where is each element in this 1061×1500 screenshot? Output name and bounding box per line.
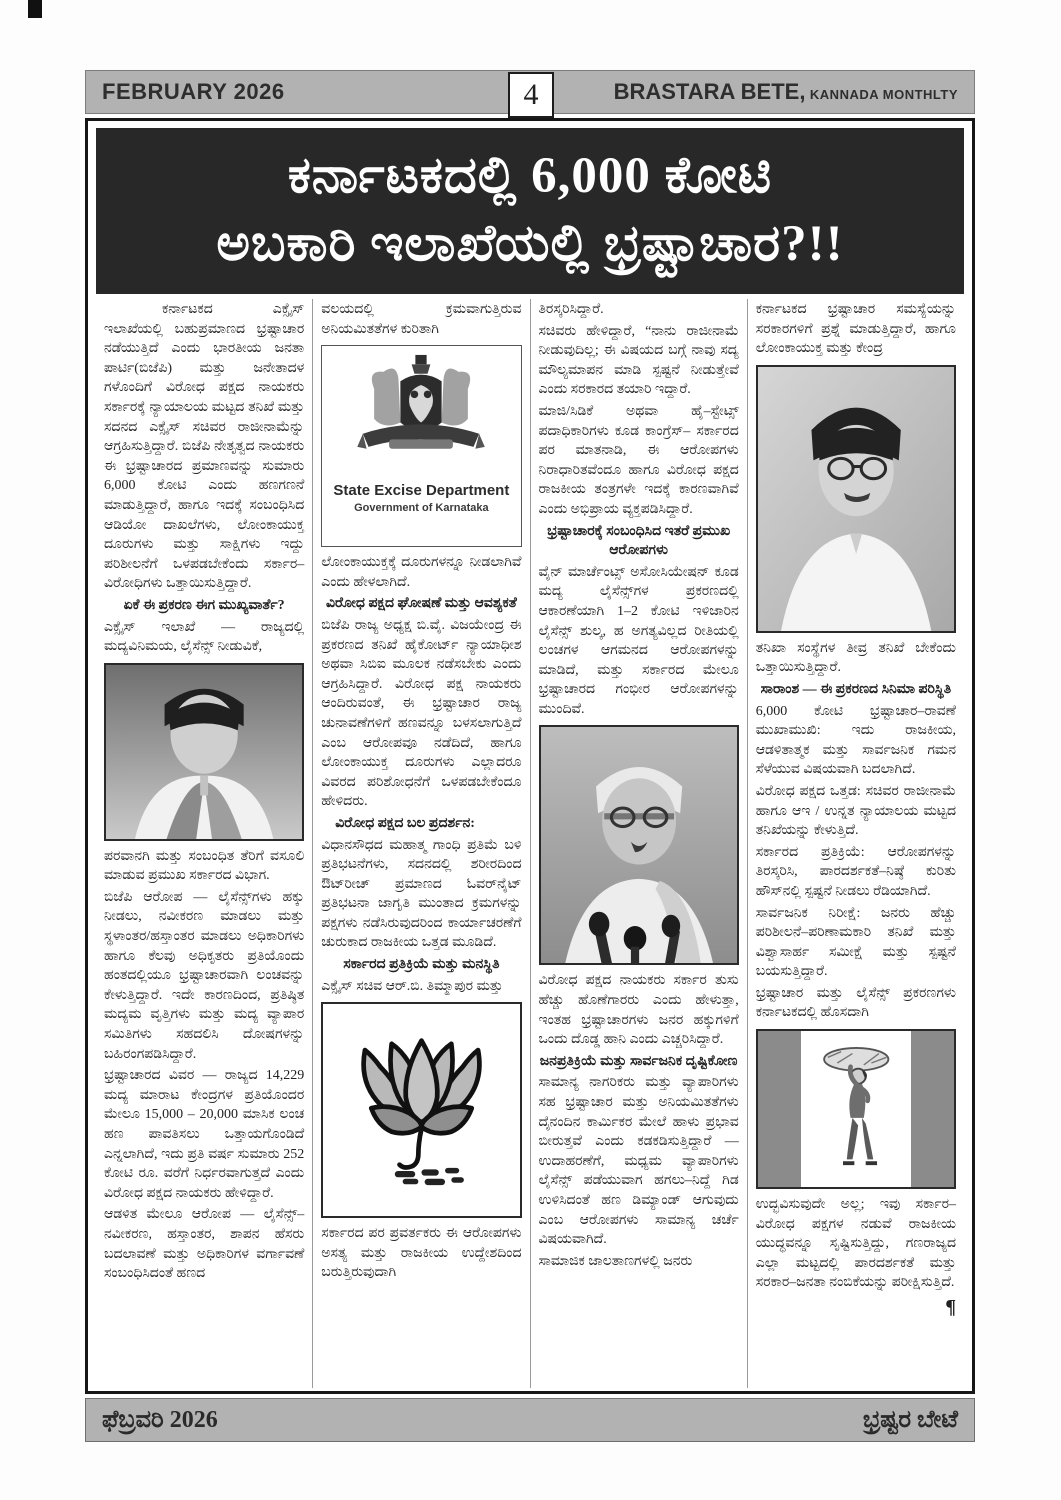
- lotus-icon: [343, 1013, 500, 1208]
- paragraph: ಸರ್ಕಾರದ ಪ್ರತಿಕ್ರಿಯೆ: ಆರೋಪಗಳನ್ನು ತಿರಸ್ಕರಿಸಿ, ಪಾರದರ್ಶಕತೆ–ನಿಷ್ಠೆ ಕುರಿತು ಹೌಸ್‌ನಲ್ಲಿ ಸ್ಪಷ್ಟನೆ ನೀಡಲು ರೆಡಿಯಾಗಿದೆ.: [755, 844, 956, 899]
- paragraph: ಬಿಜೆಪಿ ರಾಜ್ಯ ಅಧ್ಯಕ್ಷ ಬಿ.ವೈ. ವಿಜಯೇಂದ್ರ ಈ ಪ್ರಕರಣದ ತನಿಖೆ ಹೈಕೋರ್ಟ್ ನ್ಯಾಯಾಧೀಶ ಅಥವಾ ಸಿಬಿಐ ಮೂಲಕ ನಡೆಸಬೇಕು ಎಂದು ಆಗ್ರಹಿಸಿದ್ದಾರೆ. ವಿರೋಧ ಪಕ್ಷ ನಾಯಕರು ಆಂದಿರುವಂತೆ, ಈ ಭ್ರಷ್ಟಾಚಾರ ರಾಜ್ಯ ಚುನಾವಣೆಗಳಿಗೆ ಹಣವನ್ನೂ ಬಳಸಲಾಗುತ್ತಿದೆ ಎಂಬ ಆರೋಪವೂ ನಡೆದಿದೆ, ಹಾಗೂ ಲೋಂಕಾಯುಕ್ತ ದೂರುಗಳು ಎಲ್ಲಾದರೂ ವಿವರದ ಪರಿಶೋಧನೆಗೆ ಒಳಪಡಬೇಕೆಂದೂ ಹೇಳಿದರು.: [321, 617, 522, 810]
- paragraph: ಪರವಾನಗಿ ಮತ್ತು ಸಂಬಂಧಿತ ತೆರಿಗೆ ವಸೂಲಿ ಮಾಡುವ ಪ್ರಮುಖ ಸರ್ಕಾರದ ವಿಭಾಗ.: [104, 848, 305, 884]
- masthead: [614, 79, 958, 105]
- paragraph: ಆಡಳಿತ ಮೇಲೂ ಆರೋಪ — ಲೈಸೆನ್ಸ್–ನವೀಕರಣ, ಹಸ್ತಾಂತರ, ಶಾಪನ ಹೆಸರು ಬದಲಾವಣೆ ಮತ್ತು ಅಧಿಕಾರಿಗಳ ವರ್ಗಾವಣೆ ಸಂಬಂಧಿಸಿದಂತೆ ಹಣದ: [104, 1207, 305, 1282]
- footer-publication-name: ಭ್ರಷ್ಟರ ಬೇಟೆ: [862, 1406, 958, 1433]
- paragraph: ಕರ್ನಾಟಕದ ಭ್ರಷ್ಟಾಚಾರ ಸಮಸ್ಯೆಯನ್ನು ಸರಕಾರಗಳಿಗೆ ಪ್ರಶ್ನೆ ಮಾಡುತ್ತಿದ್ದಾರೆ, ಹಾಗೂ ಲೋಂಕಾಯುಕ್ತ ಮತ್ತು ಕೇಂದ್ರ: [755, 302, 956, 357]
- politician-speech-photo: [539, 725, 739, 965]
- column-1: [96, 299, 313, 1388]
- footer-date: ಫೆಬ್ರವರಿ 2026: [102, 1406, 218, 1433]
- paragraph: ವಿರೋಧ ಪಕ್ಷದ ನಾಯಕರು ಸರ್ಕಾರ ತುಸು ಹೆಚ್ಚು ಹೊಣೆಗಾರರು ಎಂದು ಹೇಳುತ್ತಾ, ಇಂತಹ ಭ್ರಷ್ಟಾಚಾರಗಳು ಜನರ ಹಕ್ಕುಗಳಿಗೆ ಒಂದು ದೊಡ್ಡ ಹಾನಿ ಎಂದು ಎಚ್ಚರಿಸಿದ್ದಾರೆ.: [538, 973, 739, 1048]
- illustration-gray-panel: [911, 1031, 954, 1187]
- woman-carrying-bundle-illustration: [756, 1029, 956, 1189]
- paragraph: [755, 1195, 956, 1319]
- paragraph: ಎಕ್ಸೈಸ್ ಇಲಾಖೆ — ರಾಜ್ಯದಲ್ಲಿ ಮದ್ಯವಿನಿಮಯ, ಲೈಸೆನ್ಸ್ ನೀಡುವಿಕೆ,: [104, 619, 305, 655]
- paragraph: 6,000 ಕೋಟಿ ಭ್ರಷ್ಟಾಚಾರ–ರಾವಣೆ ಮುಖಾಮುಖಿ: ಇದು ರಾಜಕೀಯ, ಆಡಳಿತಾತ್ಮಕ ಮತ್ತು ಸಾರ್ವಜನಿಕ ಗಮನ ಸೆಳೆಯುವ ವಿಷಯವಾಗಿ ಬದಲಾಗಿದೆ.: [755, 703, 956, 778]
- header-date: FEBRUARY 2026: [102, 79, 285, 104]
- emblem-title: State Excise Department: [333, 482, 510, 500]
- paragraph: ಎಕ್ಸೈಸ್ ಸಚಿವ ಆರ್.ಬಿ. ತಿಮ್ಮಾಪುರ ಮತ್ತು: [321, 978, 503, 994]
- karnataka-state-emblem-icon: [346, 350, 496, 478]
- subheading: ಏಕೆ ಈ ಪ್ರಕರಣ ಈಗ ಮುಖ್ಯವಾರ್ತೆ?: [123, 597, 285, 613]
- paragraph: ವೈನ್ ಮಾರ್ಚೆಂಟ್ಸ್ ಅಸೋಸಿಯೇಷನ್ ಕೂಡ ಮದ್ಯ ಲೈಸೆನ್ಸ್‌ಗಳ ಪ್ರಕರಣದಲ್ಲಿ ಆಕಾರಣೆಯಾಗಿ 1–2 ಕೋಟಿ ಇಳಿಜಾರಿನ ಲೈಸೆನ್ಸ್ ಶುಲ್ಕ, ಹ ಅಗತ್ಯವಿಲ್ಲದ ರೀತಿಯಲ್ಲಿ ಲಂಚಗಳ ಆಗಮನದ ಆರೋಪಗಳನ್ನು ಮಾಡಿದೆ, ಮತ್ತು ಸರ್ಕಾರದ ಮೇಲೂ ಭ್ರಷ್ಟಾಚಾರದ ಗಂಭೀರ ಆರೋಪಗಳನ್ನು ಮುಂದಿವೆ.: [538, 564, 739, 717]
- emblem-subtitle: Government of Karnataka: [354, 502, 489, 515]
- paragraph: ಸಾರ್ವಜನಿಕ ನಿರೀಕ್ಷೆ: ಜನರು ಹೆಚ್ಚು ಪರಿಶೀಲನೆ–ಪರಿಣಾಮಕಾರಿ ತನಿಖೆ ಮತ್ತು ವಿಶ್ವಾಸಾರ್ಹ ಸಮೀಕ್ಷೆ ಮತ್ತು ಸ್ಪಷ್ಟನೆ ಬಯಸುತ್ತಿದ್ದಾರೆ.: [755, 905, 956, 980]
- politician-portrait-photo-2: [756, 365, 956, 633]
- paragraph: ಸರ್ಕಾರದ ಪರ ಪ್ರವರ್ತಕರು ಈ ಆರೋಪಗಳು ಅಸತ್ಯ ಮತ್ತು ರಾಜಕೀಯ ಉದ್ದೇಶದಿಂದ ಬರುತ್ತಿರುವುದಾಗಿ: [321, 1226, 522, 1281]
- pilcrow-mark: ¶: [945, 1296, 956, 1319]
- emblem-card: [326, 350, 516, 542]
- woman-figure-graphic: [809, 1036, 904, 1183]
- paragraph: ಸಚಿವರು ಹೇಳಿದ್ದಾರೆ, “ನಾನು ರಾಜೀನಾಮೆ ನೀಡುವುದಿಲ್ಲ; ಈ ವಿಷಯದ ಬಗ್ಗೆ ನಾವು ಸದ್ಯ ಮೌಲ್ಯಮಾಪನ ಮಾಡಿ ಸ್ಪಷ್ಟನೆ ನೀಡುತ್ತೇವೆ ಎಂದು ಸರಕಾರದ ತಯಾರಿ ಇದ್ದಾರೆ.: [538, 323, 739, 398]
- paragraph: ಸಾಮಾಜಿಕ ಜಾಲತಾಣಗಳಲ್ಲಿ ಜನರು: [538, 1253, 693, 1269]
- closing-paragraph-text: ಉದ್ಭವಿಸುವುದೇ ಅಲ್ಲ; ಇವು ಸರ್ಕಾರ–ವಿರೋಧ ಪಕ್ಷಗಳ ನಡುವೆ ರಾಜಕೀಯ ಯುದ್ಧವನ್ನೂ ಸೃಷ್ಟಿಸುತ್ತಿದ್ದು, ಗಣರಾಜ್ಯದ ಎಲ್ಲಾ ಮಟ್ಟದಲ್ಲಿ ಪಾರದರ್ಶಕತೆ ಮತ್ತು ಸರಕಾರ–ಜನತಾ ನಂಬಿಕೆಯನ್ನು ಪರೀಕ್ಷಿಸುತ್ತಿದೆ.: [755, 1197, 956, 1291]
- illustration-gray-panel: [758, 1031, 801, 1187]
- bjp-lotus-symbol: [321, 1002, 521, 1218]
- paragraph: ವಿರೋಧ ಪಕ್ಷದ ಒತ್ತಡ: ಸಚಿವರ ರಾಜೀನಾಮೆ ಹಾಗೂ ಆಇ / ಉನ್ನತ ನ್ಯಾಯಾಲಯ ಮಟ್ಟದ ತನಿಖೆಯನ್ನು ಕೇಳುತ್ತಿದೆ.: [755, 783, 956, 839]
- paragraph: ಭ್ರಷ್ಟಾಚಾರ ಮತ್ತು ಲೈಸೆನ್ಸ್ ಪ್ರಕರಣಗಳು ಕರ್ನಾಟಕದಲ್ಲಿ ಹೊಸದಾಗಿ: [755, 985, 956, 1021]
- footer-bar: [85, 1398, 975, 1442]
- headline-line-2: ಅಬಕಾರಿ ಇಲಾಖೆಯಲ್ಲಿ ಭ್ರಷ್ಟಾಚಾರ?!!: [216, 216, 844, 272]
- bold-lead-line: ವಿರೋಧ ಪಕ್ಷದ ಬಲ ಪ್ರದರ್ಶನ:: [335, 815, 475, 831]
- paragraph: ಮಾಜಿ/ಸಿಡಿಕೆ ಅಥವಾ ಹೈ–ಸ್ಟೇಟ್ಸ್ ಪದಾಧಿಕಾರಿಗಳು ಕೂಡ ಕಾಂಗ್ರೆಸ್– ಸರ್ಕಾರದ ಪರ ಮಾತನಾಡಿ, ಈ ಆರೋಪಗಳು ನಿರಾಧಾರಿತವೆಂದೂ ಹಾಗೂ ವಿರೋಧ ಪಕ್ಷದ ರಾಜಕೀಯ ತಂತ್ರಗಳೇ ಇದಕ್ಕೆ ಕಾರಣವಾಗಿವೆ ಎಂದು ಅಭಿಪ್ರಾಯ ವ್ಯಕ್ತಪಡಿಸಿದ್ದಾರೆ.: [538, 403, 739, 517]
- paragraph: ತಿರಸ್ಕರಿಸಿದ್ದಾರೆ.: [538, 302, 604, 317]
- paragraph: ಭ್ರಷ್ಟಾಚಾರದ ವಿವರ — ರಾಜ್ಯದ 14,229 ಮದ್ಯ ಮಾರಾಟ ಕೇಂದ್ರಗಳ ಪ್ರತಿಯೊಂದರ ಮೇಲೂ 15,000 – 20,000 ಮಾಸಿಕ ಲಂಚ ಹಣ ಪಾವತಿಸಲು ಒತ್ತಾಯಗೊಂಡಿದೆ ಎನ್ನಲಾಗಿದೆ, ಇದು ಪ್ರತಿ ವರ್ಷ ಸುಮಾರು 252 ಕೋಟಿ ರೂ. ವರೆಗೆ ನಿರ್ಧರವಾಗುತ್ತದೆ ಎಂದು ವಿರೋಧ ಪಕ್ಷದ ನಾಯಕರು ಹೇಳಿದ್ದಾರೆ.: [104, 1068, 305, 1201]
- column-4: [748, 299, 964, 1388]
- page-number: 4: [508, 72, 554, 118]
- paragraph: ಲೋಂಕಾಯುಕ್ತಕ್ಕೆ ದೂರುಗಳನ್ನೂ ನೀಡಲಾಗಿವೆ ಎಂದು ಹೇಳಲಾಗಿದೆ.: [321, 555, 522, 590]
- column-3: [531, 299, 748, 1388]
- paragraph: ವಲಯದಲ್ಲಿ ಕ್ರಮವಾಗುತ್ತಿರುವ ಅನಿಯಮಿತತೆಗಳ ಕುರಿತಾಗಿ: [321, 302, 522, 337]
- article-frame: [85, 118, 975, 1394]
- portrait-photo-graphic: [106, 665, 302, 839]
- article-columns: [96, 299, 964, 1388]
- subheading: ಸರ್ಕಾರದ ಪ್ರತಿಕ್ರಿಯೆ ಮತ್ತು ಮನಸ್ಥಿತಿ: [343, 957, 500, 973]
- paragraph: ವಿಧಾನಸೌಧದ ಮಹಾತ್ಮ ಗಾಂಧಿ ಪ್ರತಿಮೆ ಬಳಿ ಪ್ರತಿಭಟನೆಗಳು, ಸದನದಲ್ಲಿ ಶರೀರದಿಂದ ಔಟ್‌ರೀಚ್ ಪ್ರಮಾಣದ ಓವರ್‌ನೈಟ್ ಪ್ರತಿಭಟನಾ ಜಾಗೃತಿ ಮುಂತಾದ ಕ್ರಮಗಳನ್ನು ಪಕ್ಷಗಳು ನಡೆಸಿರುವುದರಿಂದ ಕಾರ್ಯಾಚರಣೆಗೆ ಚುರುಕಾದ ರಾಜಕೀಯ ಒತ್ತಡ ಮೂಡಿದೆ.: [321, 837, 522, 951]
- paragraph: ಬಿಜೆಪಿ ಆರೋಪ — ಲೈಸೆನ್ಸ್‌ಗಳು ಹಕ್ಕು ನೀಡಲು, ನವೀಕರಣ ಮಾಡಲು ಮತ್ತು ಸ್ಥಳಾಂತರ/ಹಸ್ತಾಂತರ ಮಾಡಲು ಅಧಿಕಾರಿಗಳು ಹಾಗೂ ಕೆಲವು ಅಧಿಕೃತರು ಪ್ರತಿಯೊಂದು ಹಂತದಲ್ಲಿಯೂ ಭ್ರಷ್ಟಾಚಾರವಾಗಿ ಲಂಚವನ್ನು ಕೇಳುತ್ತಿದ್ದಾರೆ. ಇದೇ ಕಾರಣದಿಂದ, ಪ್ರತಿಷ್ಠಿತ ಮದ್ಯಮ ವೃತ್ತಿಗಳು ಮತ್ತು ಮದ್ಯ ವ್ಯಾಪಾರ ಸಮಿತಿಗಳು ಸಹದಲಿಸಿ ದೋಷಗಳನ್ನು ಬಹಿರಂಗಪಡಿಸಿದ್ದಾರೆ.: [104, 889, 305, 1062]
- excise-department-emblem: [321, 345, 521, 547]
- masthead-subtitle: KANNADA MONTHLTY: [809, 87, 958, 102]
- speech-photo-graphic: [541, 727, 737, 963]
- headline-line-1: ಕರ್ನಾಟಕದಲ್ಲಿ 6,000 ಕೋಟಿ: [287, 148, 773, 205]
- column-2: [313, 299, 530, 1388]
- subheading: ವಿರೋಧ ಪಕ್ಷದ ಘೋಷಣೆ ಮತ್ತು ಆವಶ್ಯಕತೆ: [325, 596, 517, 612]
- masthead-title: BRASTARA BETE,: [613, 79, 806, 104]
- headline-banner: [96, 128, 964, 294]
- illustration-panel: [801, 1031, 911, 1187]
- scan-artifact: [28, 0, 42, 18]
- portrait-photo-graphic: [758, 367, 954, 631]
- politician-portrait-photo-1: [104, 663, 304, 841]
- subheading: ಜನಪ್ರತಿಕ್ರಿಯೆ ಮತ್ತು ಸಾರ್ವಜನಿಕ ದೃಷ್ಟಿಕೋಣ: [539, 1053, 738, 1069]
- subheading: ಭ್ರಷ್ಟಾಚಾರಕ್ಕೆ ಸಂಬಂಧಿಸಿದ ಇತರೆ ಪ್ರಮುಖ ಆರೋಪಗಳು: [547, 523, 731, 559]
- paragraph: ಸಾಮಾನ್ಯ ನಾಗರಿಕರು ಮತ್ತು ವ್ಯಾಪಾರಿಗಳು ಸಹ ಭ್ರಷ್ಟಾಚಾರ ಮತ್ತು ಅನಿಯಮಿತತೆಗಳು ದೈನಂದಿನ ಕಾರ್ಮಿಕರ ಮೇಲೆ ಹಾಳು ಪ್ರಭಾವ ಬೀರುತ್ತವೆ ಎಂದು ಕಡಕಡಿಸುತ್ತಿದ್ದಾರೆ — ಉದಾಹರಣೆಗೆ, ಮಧ್ಯಮ ವ್ಯಾಪಾರಿಗಳು ಲೈಸೆನ್ಸ್ ಪಡೆಯುವಾಗ ಹಗಲು–ನಿದ್ದೆ ಗಿಡ ಉಳಿಸಿದಂತೆ ಹಣ ಡಿಮ್ಯಾಂಡ್ ಆಗುವುದು ಎಂಬ ಆರೋಪಗಳು ಸಾಮಾನ್ಯ ಚರ್ಚೆ ವಿಷಯವಾಗಿದೆ.: [538, 1075, 739, 1248]
- subheading: ಸಾರಾಂಶ — ಈ ಪ್ರಕರಣದ ಸಿನಿಮಾ ಪರಿಸ್ಥಿತಿ: [760, 681, 952, 697]
- paragraph: ತನಿಖಾ ಸಂಸ್ಥೆಗಳ ತೀವ್ರ ತನಿಖೆ ಬೇಕೆಂದು ಒತ್ತಾಯಿಸುತ್ತಿದ್ದಾರೆ.: [755, 640, 956, 676]
- paragraph: ಕರ್ನಾಟಕದ ಎಕ್ಸೈಸ್ ಇಲಾಖೆಯಲ್ಲಿ ಬಹುಪ್ರಮಾಣದ ಭ್ರಷ್ಟಾಚಾರ ನಡೆಯುತ್ತಿದೆ ಎಂದು ಭಾರತೀಯ ಜನತಾ ಪಾರ್ಟಿ(ಬಿಜೆಪಿ) ಮತ್ತು ಜನೇತಾದಳ ಗಳೊಂದಿಗೆ ವಿರೋಧ ಪಕ್ಷದ ನಾಯಕರು ಸರ್ಕಾರಕ್ಕೆ ನ್ಯಾಯಾಲಯ ಮಟ್ಟದ ತನಿಖೆ ಮತ್ತು ಸದನದ ಎಕ್ಸೈಸ್ ಸಚಿವರ ರಾಜೀನಾಮೆನ್ನು ಆಗ್ರಹಿಸುತ್ತಿದ್ದಾರೆ. ಬಿಜೆಪಿ ನೇತೃತ್ವದ ನಾಯಕರು ಈ ಭ್ರಷ್ಟಾಚಾರದ ಪ್ರಮಾಣವನ್ನು ಸುಮಾರು 6,000 ಕೋಟಿ ಎಂದು ಹಣಗಣನೆ ಮಾಡುತ್ತಿದ್ದಾರೆ, ಹಾಗೂ ಇದಕ್ಕೆ ಸಂಬಂಧಿಸಿದ ಆಡಿಯೋ ದಾಖಲೆಗಳು, ಲೋಂಕಾಯುಕ್ತ ದೂರುಗಳು ಮತ್ತು ಸಾಕ್ಷಿಗಳು ಇದ್ದು ಪರಿಶೀಲನೆಗೆ ಒಳಪಡಬೇಕೆಂದು ಸರ್ಕಾರ–ವಿರೋಧಿಗಳು ಒತ್ತಾಯಿಸುತ್ತಿದ್ದಾರೆ.: [104, 302, 305, 592]
